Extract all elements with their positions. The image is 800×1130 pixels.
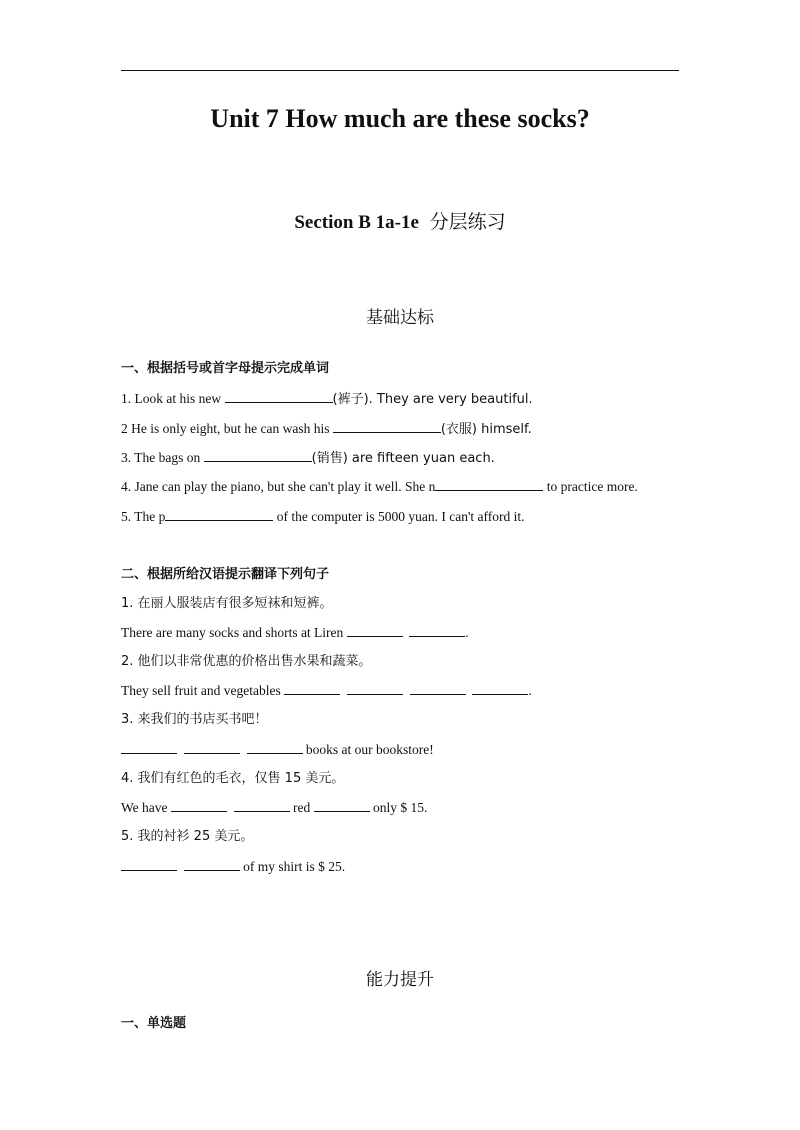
part2-q4-english: We have red only $ 15.	[121, 797, 427, 818]
part1-heading: 一、根据括号或首字母提示完成单词	[121, 361, 330, 376]
part2-q4-chinese: 4. 我们有红色的毛衣，仅售 15 美元。	[121, 771, 345, 786]
section-subtitle-cn: 分层练习	[429, 211, 506, 233]
page-title: Unit 7 How much are these socks?	[210, 104, 590, 133]
section-subtitle-en: Section B 1a-1e	[294, 212, 419, 233]
part2-q1-english: There are many socks and shorts at Liren .	[121, 622, 469, 643]
answer-blank[interactable]	[184, 856, 240, 871]
answer-blank[interactable]	[409, 622, 465, 637]
answer-blank[interactable]	[333, 418, 441, 433]
answer-blank[interactable]	[171, 797, 227, 812]
part2-q2-chinese: 2. 他们以非常优惠的价格出售水果和蔬菜。	[121, 654, 372, 669]
answer-blank[interactable]	[204, 447, 312, 462]
part2-heading: 二、根据所给汉语提示翻译下列句子	[121, 567, 330, 582]
part1-question-3: 3. The bags on (销售) are fifteen yuan each.	[121, 447, 495, 469]
basic-level-heading: 基础达标	[366, 308, 434, 328]
answer-blank[interactable]	[165, 506, 273, 521]
answer-blank[interactable]	[121, 739, 177, 754]
advanced-part1-heading: 一、单选题	[121, 1016, 187, 1031]
part2-q5-chinese: 5. 我的衬衫 25 美元。	[121, 829, 254, 844]
part1-question-1: 1. Look at his new (裤子). They are very beautiful.	[121, 388, 533, 410]
section-subtitle	[0, 208, 800, 237]
answer-blank[interactable]	[347, 680, 403, 695]
answer-blank[interactable]	[184, 739, 240, 754]
part2-q3-english: books at our bookstore!	[121, 739, 434, 760]
answer-blank[interactable]	[314, 797, 370, 812]
answer-blank[interactable]	[225, 388, 333, 403]
answer-blank[interactable]	[234, 797, 290, 812]
answer-blank[interactable]	[472, 680, 528, 695]
advanced-level-heading: 能力提升	[366, 970, 434, 990]
part2-q3-chinese: 3. 来我们的书店买书吧！	[121, 712, 268, 727]
part2-q1-chinese: 1. 在丽人服装店有很多短袜和短裤。	[121, 596, 333, 611]
part1-question-2: 2 He is only eight, but he can wash his (衣服) himself.	[121, 418, 532, 440]
answer-blank[interactable]	[435, 476, 543, 491]
part2-q5-english: of my shirt is $ 25.	[121, 856, 345, 877]
answer-blank[interactable]	[284, 680, 340, 695]
top-rule	[121, 70, 679, 71]
answer-blank[interactable]	[410, 680, 466, 695]
answer-blank[interactable]	[347, 622, 403, 637]
part2-q2-english: They sell fruit and vegetables .	[121, 680, 532, 701]
part1-question-5: 5. The p of the computer is 5000 yuan. I can't afford it.	[121, 506, 525, 527]
answer-blank[interactable]	[247, 739, 303, 754]
answer-blank[interactable]	[121, 856, 177, 871]
part1-question-4: 4. Jane can play the piano, but she can't play it well. She n to practice more.	[121, 476, 638, 497]
